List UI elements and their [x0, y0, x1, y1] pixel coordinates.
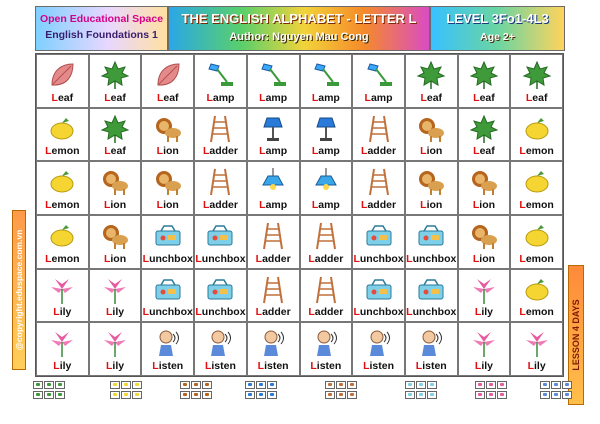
- flashcard-cell: [405, 269, 458, 323]
- age-label: Age 2+: [480, 31, 515, 43]
- flashcard-word: Lemon: [519, 306, 554, 319]
- flashcard-word: Ladder: [361, 199, 397, 211]
- flashcard-cell: [352, 215, 405, 269]
- lunchbox-icon: [205, 221, 235, 251]
- desk-lamp-icon: [311, 60, 341, 90]
- flashcard-cell: [352, 269, 405, 323]
- flashcard-word: Listen: [363, 360, 394, 372]
- flashcard-cell: [89, 269, 142, 323]
- ladder-icon: [258, 221, 288, 251]
- lily-icon: [522, 328, 552, 358]
- maple-leaf-icon: [469, 114, 499, 144]
- flashcard-cell: [352, 322, 405, 376]
- flashcard-word: Lamp: [206, 91, 235, 104]
- thumbnail-cell: [245, 381, 255, 389]
- copyright-side-tab: [12, 210, 26, 370]
- flashcard-cell: [247, 269, 300, 323]
- flashcard-word: Leaf: [104, 145, 126, 158]
- thumbnail-cell: [44, 391, 54, 399]
- flashcard-cell: [405, 54, 458, 108]
- thumbnail-cell: [336, 381, 346, 389]
- desk-lamp-icon: [205, 60, 235, 90]
- thumbnail-cell: [347, 381, 357, 389]
- thumbnail-cell: [427, 381, 437, 389]
- flashcard-word: Lion: [156, 145, 179, 158]
- flashcard-cell: [36, 215, 89, 269]
- listen-icon: [311, 328, 341, 358]
- lemon-icon: [522, 275, 552, 305]
- flashcard-cell: [405, 322, 458, 376]
- flashcard-word: Listen: [415, 360, 447, 372]
- flashcard-cell: [36, 322, 89, 376]
- thumbnail-cell: [132, 381, 142, 389]
- ladder-icon: [311, 275, 341, 305]
- copyright-text: @copyright.eduspace.com.vn: [14, 229, 24, 351]
- thumbnail-cell: [267, 391, 277, 399]
- thumbnail-cell: [55, 381, 65, 389]
- flashcard-cell: [300, 54, 353, 108]
- flashcard-word: Lamp: [259, 145, 288, 158]
- lemon-icon: [522, 114, 552, 144]
- flashcard-word: Lunchbox: [406, 306, 457, 319]
- flashcard-word: Lunchbox: [195, 252, 246, 265]
- flashcard-cell: [300, 322, 353, 376]
- desk-lamp-icon: [364, 60, 394, 90]
- thumbnail-cell: [347, 391, 357, 399]
- flashcard-cell: [458, 161, 511, 215]
- thumbnail-cell: [110, 391, 120, 399]
- flashcard-cell: [141, 322, 194, 376]
- flashcard-word: Listen: [204, 360, 236, 372]
- flashcard-word: Lunchbox: [406, 252, 457, 265]
- lion-icon: [416, 167, 446, 197]
- desk-lamp-icon: [258, 60, 288, 90]
- flashcard-cell: [458, 322, 511, 376]
- flashcard-word: Leaf: [473, 145, 495, 158]
- thumbnail-cell: [486, 391, 496, 399]
- flashcard-cell: [141, 161, 194, 215]
- flashcard-cell: [405, 161, 458, 215]
- flashcard-word: Listen: [257, 360, 289, 372]
- flashcard-word: Lily: [105, 360, 125, 372]
- flashcard-cell: [194, 108, 247, 162]
- flashcard-word: Leaf: [473, 91, 495, 104]
- thumbnail-cell: [540, 381, 550, 389]
- flashcard-cell: [36, 269, 89, 323]
- flashcard-word: Leaf: [51, 91, 74, 104]
- lion-icon: [100, 167, 130, 197]
- flashcard-word: Ladder: [308, 306, 344, 319]
- flashcard-word: Lily: [53, 360, 72, 372]
- flashcard-cell: [300, 161, 353, 215]
- lunchbox-icon: [364, 221, 394, 251]
- flashcard-cell: [141, 54, 194, 108]
- flashcard-cell: [458, 215, 511, 269]
- ladder-icon: [364, 114, 394, 144]
- thumbnail-cell: [325, 381, 335, 389]
- flashcard-cell: [405, 215, 458, 269]
- flashcard-cell: [247, 161, 300, 215]
- thumbnail-cell: [191, 381, 201, 389]
- thumbnail-cell: [405, 391, 415, 399]
- leaf-icon: [153, 60, 183, 90]
- author-line: Author: Nguyen Mau Cong: [229, 31, 369, 43]
- flashcard-word: Leaf: [420, 91, 443, 104]
- flashcard-word: Lunchbox: [142, 306, 193, 319]
- flashcard-cell: [89, 161, 142, 215]
- lunchbox-icon: [364, 275, 394, 305]
- header-left-panel: [35, 6, 168, 51]
- lion-icon: [153, 167, 183, 197]
- thumbnail-cell: [405, 381, 415, 389]
- ladder-icon: [311, 221, 341, 251]
- lion-icon: [416, 114, 446, 144]
- thumbnail-cell: [416, 381, 426, 389]
- lunchbox-icon: [153, 221, 183, 251]
- flashcard-cell: [89, 108, 142, 162]
- thumbnail-cell: [180, 381, 190, 389]
- flashcard-word: Lily: [105, 306, 125, 319]
- flashcard-word: Lion: [420, 199, 443, 211]
- thumbnail-cell: [110, 381, 120, 389]
- flashcard-cell: [458, 269, 511, 323]
- thumbnail-cell: [562, 381, 572, 389]
- flashcard-grid: [35, 53, 564, 377]
- flashcard-word: Lunchbox: [195, 306, 246, 319]
- listen-icon: [416, 328, 446, 358]
- ladder-icon: [205, 114, 235, 144]
- flashcard-word: Lily: [474, 360, 493, 372]
- thumbnail-cell: [475, 381, 485, 389]
- flashcard-word: Lily: [53, 306, 72, 319]
- thumbnail-cell: [256, 391, 266, 399]
- thumbnail-cell: [245, 391, 255, 399]
- listen-icon: [153, 328, 183, 358]
- flashcard-cell: [194, 161, 247, 215]
- header-level-panel: [430, 6, 565, 51]
- flashcard-word: Lunchbox: [142, 252, 193, 265]
- flashcard-cell: [194, 54, 247, 108]
- lily-icon: [469, 328, 499, 358]
- lion-icon: [469, 167, 499, 197]
- thumbnail-cell: [256, 381, 266, 389]
- level-label: LEVEL 3Fo1-4L3: [446, 11, 549, 26]
- flashcard-cell: [510, 269, 563, 323]
- listen-icon: [205, 328, 235, 358]
- lunchbox-icon: [205, 275, 235, 305]
- ladder-icon: [205, 167, 235, 197]
- flashcard-word: Lamp: [311, 145, 340, 158]
- page-title: THE ENGLISH ALPHABET - LETTER L: [181, 11, 417, 26]
- flashcard-cell: [300, 108, 353, 162]
- thumbnail-cell: [33, 381, 43, 389]
- flashcard-word: Ladder: [361, 145, 397, 158]
- maple-leaf-icon: [100, 60, 130, 90]
- flashcard-word: Lion: [103, 199, 127, 211]
- flashcard-cell: [141, 269, 194, 323]
- maple-leaf-icon: [522, 60, 552, 90]
- ceiling-lamp-icon: [311, 167, 341, 197]
- flashcard-word: Lemon: [45, 252, 80, 265]
- listen-icon: [258, 328, 288, 358]
- flashcard-word: Lamp: [259, 199, 288, 211]
- ladder-icon: [364, 167, 394, 197]
- flashcard-cell: [458, 54, 511, 108]
- thumbnail-cell: [540, 391, 550, 399]
- leaf-icon: [47, 60, 77, 90]
- lion-icon: [469, 221, 499, 251]
- flashcard-word: Leaf: [104, 91, 126, 104]
- thumbnail-cell: [336, 391, 346, 399]
- flashcard-cell: [89, 54, 142, 108]
- flashcard-word: Lemon: [519, 199, 554, 211]
- thumbnail-cell: [191, 391, 201, 399]
- maple-leaf-icon: [416, 60, 446, 90]
- lunchbox-icon: [416, 221, 446, 251]
- thumbnail-cell: [427, 391, 437, 399]
- flashcard-cell: [510, 108, 563, 162]
- flashcard-word: Lion: [103, 252, 127, 265]
- lily-icon: [47, 328, 77, 358]
- flashcard-cell: [247, 54, 300, 108]
- flashcard-word: Lamp: [364, 91, 393, 104]
- lily-icon: [100, 328, 130, 358]
- lion-icon: [100, 221, 130, 251]
- thumbnail-cell: [180, 391, 190, 399]
- thumbnail-cell: [55, 391, 65, 399]
- flashcard-cell: [36, 161, 89, 215]
- header-title-panel: [168, 6, 430, 51]
- ceiling-lamp-icon: [258, 167, 288, 197]
- flashcard-cell: [510, 54, 563, 108]
- flashcard-cell: [300, 215, 353, 269]
- flashcard-word: Lemon: [45, 145, 80, 158]
- flashcard-word: Lamp: [311, 199, 340, 211]
- thumbnail-cell: [44, 381, 54, 389]
- flashcard-word: Leaf: [525, 91, 548, 104]
- thumbnail-cell: [121, 391, 131, 399]
- lunchbox-icon: [153, 275, 183, 305]
- thumbnail-cell: [325, 391, 335, 399]
- flashcard-cell: [89, 322, 142, 376]
- flashcard-word: Lily: [527, 360, 546, 372]
- thumbnail-cell: [551, 381, 561, 389]
- flashcard-word: Lunchbox: [353, 252, 404, 265]
- lemon-icon: [522, 221, 552, 251]
- thumbnail-cell: [132, 391, 142, 399]
- thumbnail-cell: [121, 381, 131, 389]
- flashcard-cell: [247, 108, 300, 162]
- thumbnail-cell: [267, 381, 277, 389]
- thumbnail-cell: [416, 391, 426, 399]
- thumbnail-cell: [202, 381, 212, 389]
- ladder-icon: [258, 275, 288, 305]
- lemon-icon: [522, 167, 552, 197]
- header-course-name: English Foundations 1: [45, 29, 158, 41]
- flashcard-word: Ladder: [308, 252, 344, 265]
- flashcard-word: Lion: [472, 199, 496, 211]
- thumbnail-cell: [497, 391, 507, 399]
- flashcard-cell: [141, 215, 194, 269]
- flashcard-cell: [194, 322, 247, 376]
- lunchbox-icon: [416, 275, 446, 305]
- flashcard-word: Lemon: [45, 199, 80, 211]
- lily-icon: [47, 275, 77, 305]
- flashcard-word: Ladder: [202, 145, 238, 158]
- flashcard-word: Lion: [420, 145, 443, 158]
- lemon-icon: [47, 114, 77, 144]
- flashcard-cell: [510, 161, 563, 215]
- flashcard-word: Lamp: [311, 91, 340, 104]
- thumbnail-cell: [551, 391, 561, 399]
- thumbnail-cell: [33, 391, 43, 399]
- table-lamp-icon: [311, 114, 341, 144]
- thumbnail-cell: [202, 391, 212, 399]
- maple-leaf-icon: [469, 60, 499, 90]
- header-school-name: Open Educational Space: [39, 13, 164, 25]
- flashcard-word: Listen: [310, 360, 342, 372]
- flashcard-word: Lamp: [259, 91, 288, 104]
- flashcard-cell: [194, 269, 247, 323]
- thumbnail-cell: [562, 391, 572, 399]
- flashcard-word: Lion: [472, 252, 496, 265]
- flashcard-cell: [194, 215, 247, 269]
- thumbnail-cell: [486, 381, 496, 389]
- lily-icon: [469, 275, 499, 305]
- flashcard-word: Lunchbox: [353, 306, 404, 319]
- flashcard-word: Listen: [152, 360, 184, 372]
- flashcard-cell: [352, 108, 405, 162]
- flashcard-word: Ladder: [255, 252, 291, 265]
- flashcard-word: Ladder: [202, 199, 238, 211]
- flashcard-cell: [300, 269, 353, 323]
- lily-icon: [100, 275, 130, 305]
- flashcard-word: Lemon: [519, 145, 554, 158]
- thumbnail-cell: [497, 381, 507, 389]
- flashcard-word: Ladder: [255, 306, 291, 319]
- lion-icon: [153, 114, 183, 144]
- lesson-text: LESSON 4 DAYS: [571, 299, 581, 371]
- flashcard-cell: [458, 108, 511, 162]
- listen-icon: [364, 328, 394, 358]
- flashcard-cell: [510, 322, 563, 376]
- flashcard-cell: [36, 54, 89, 108]
- flashcard-cell: [352, 54, 405, 108]
- flashcard-cell: [141, 108, 194, 162]
- flashcard-word: Lemon: [519, 252, 554, 265]
- flashcard-word: Lily: [474, 306, 493, 319]
- lemon-icon: [47, 221, 77, 251]
- flashcard-cell: [510, 215, 563, 269]
- thumbnail-cell: [475, 391, 485, 399]
- maple-leaf-icon: [100, 114, 130, 144]
- flashcard-cell: [36, 108, 89, 162]
- flashcard-cell: [405, 108, 458, 162]
- flashcard-cell: [89, 215, 142, 269]
- flashcard-word: Lion: [156, 199, 179, 211]
- table-lamp-icon: [258, 114, 288, 144]
- lemon-icon: [47, 167, 77, 197]
- flashcard-cell: [247, 215, 300, 269]
- flashcard-cell: [352, 161, 405, 215]
- flashcard-word: Leaf: [156, 91, 179, 104]
- flashcard-cell: [247, 322, 300, 376]
